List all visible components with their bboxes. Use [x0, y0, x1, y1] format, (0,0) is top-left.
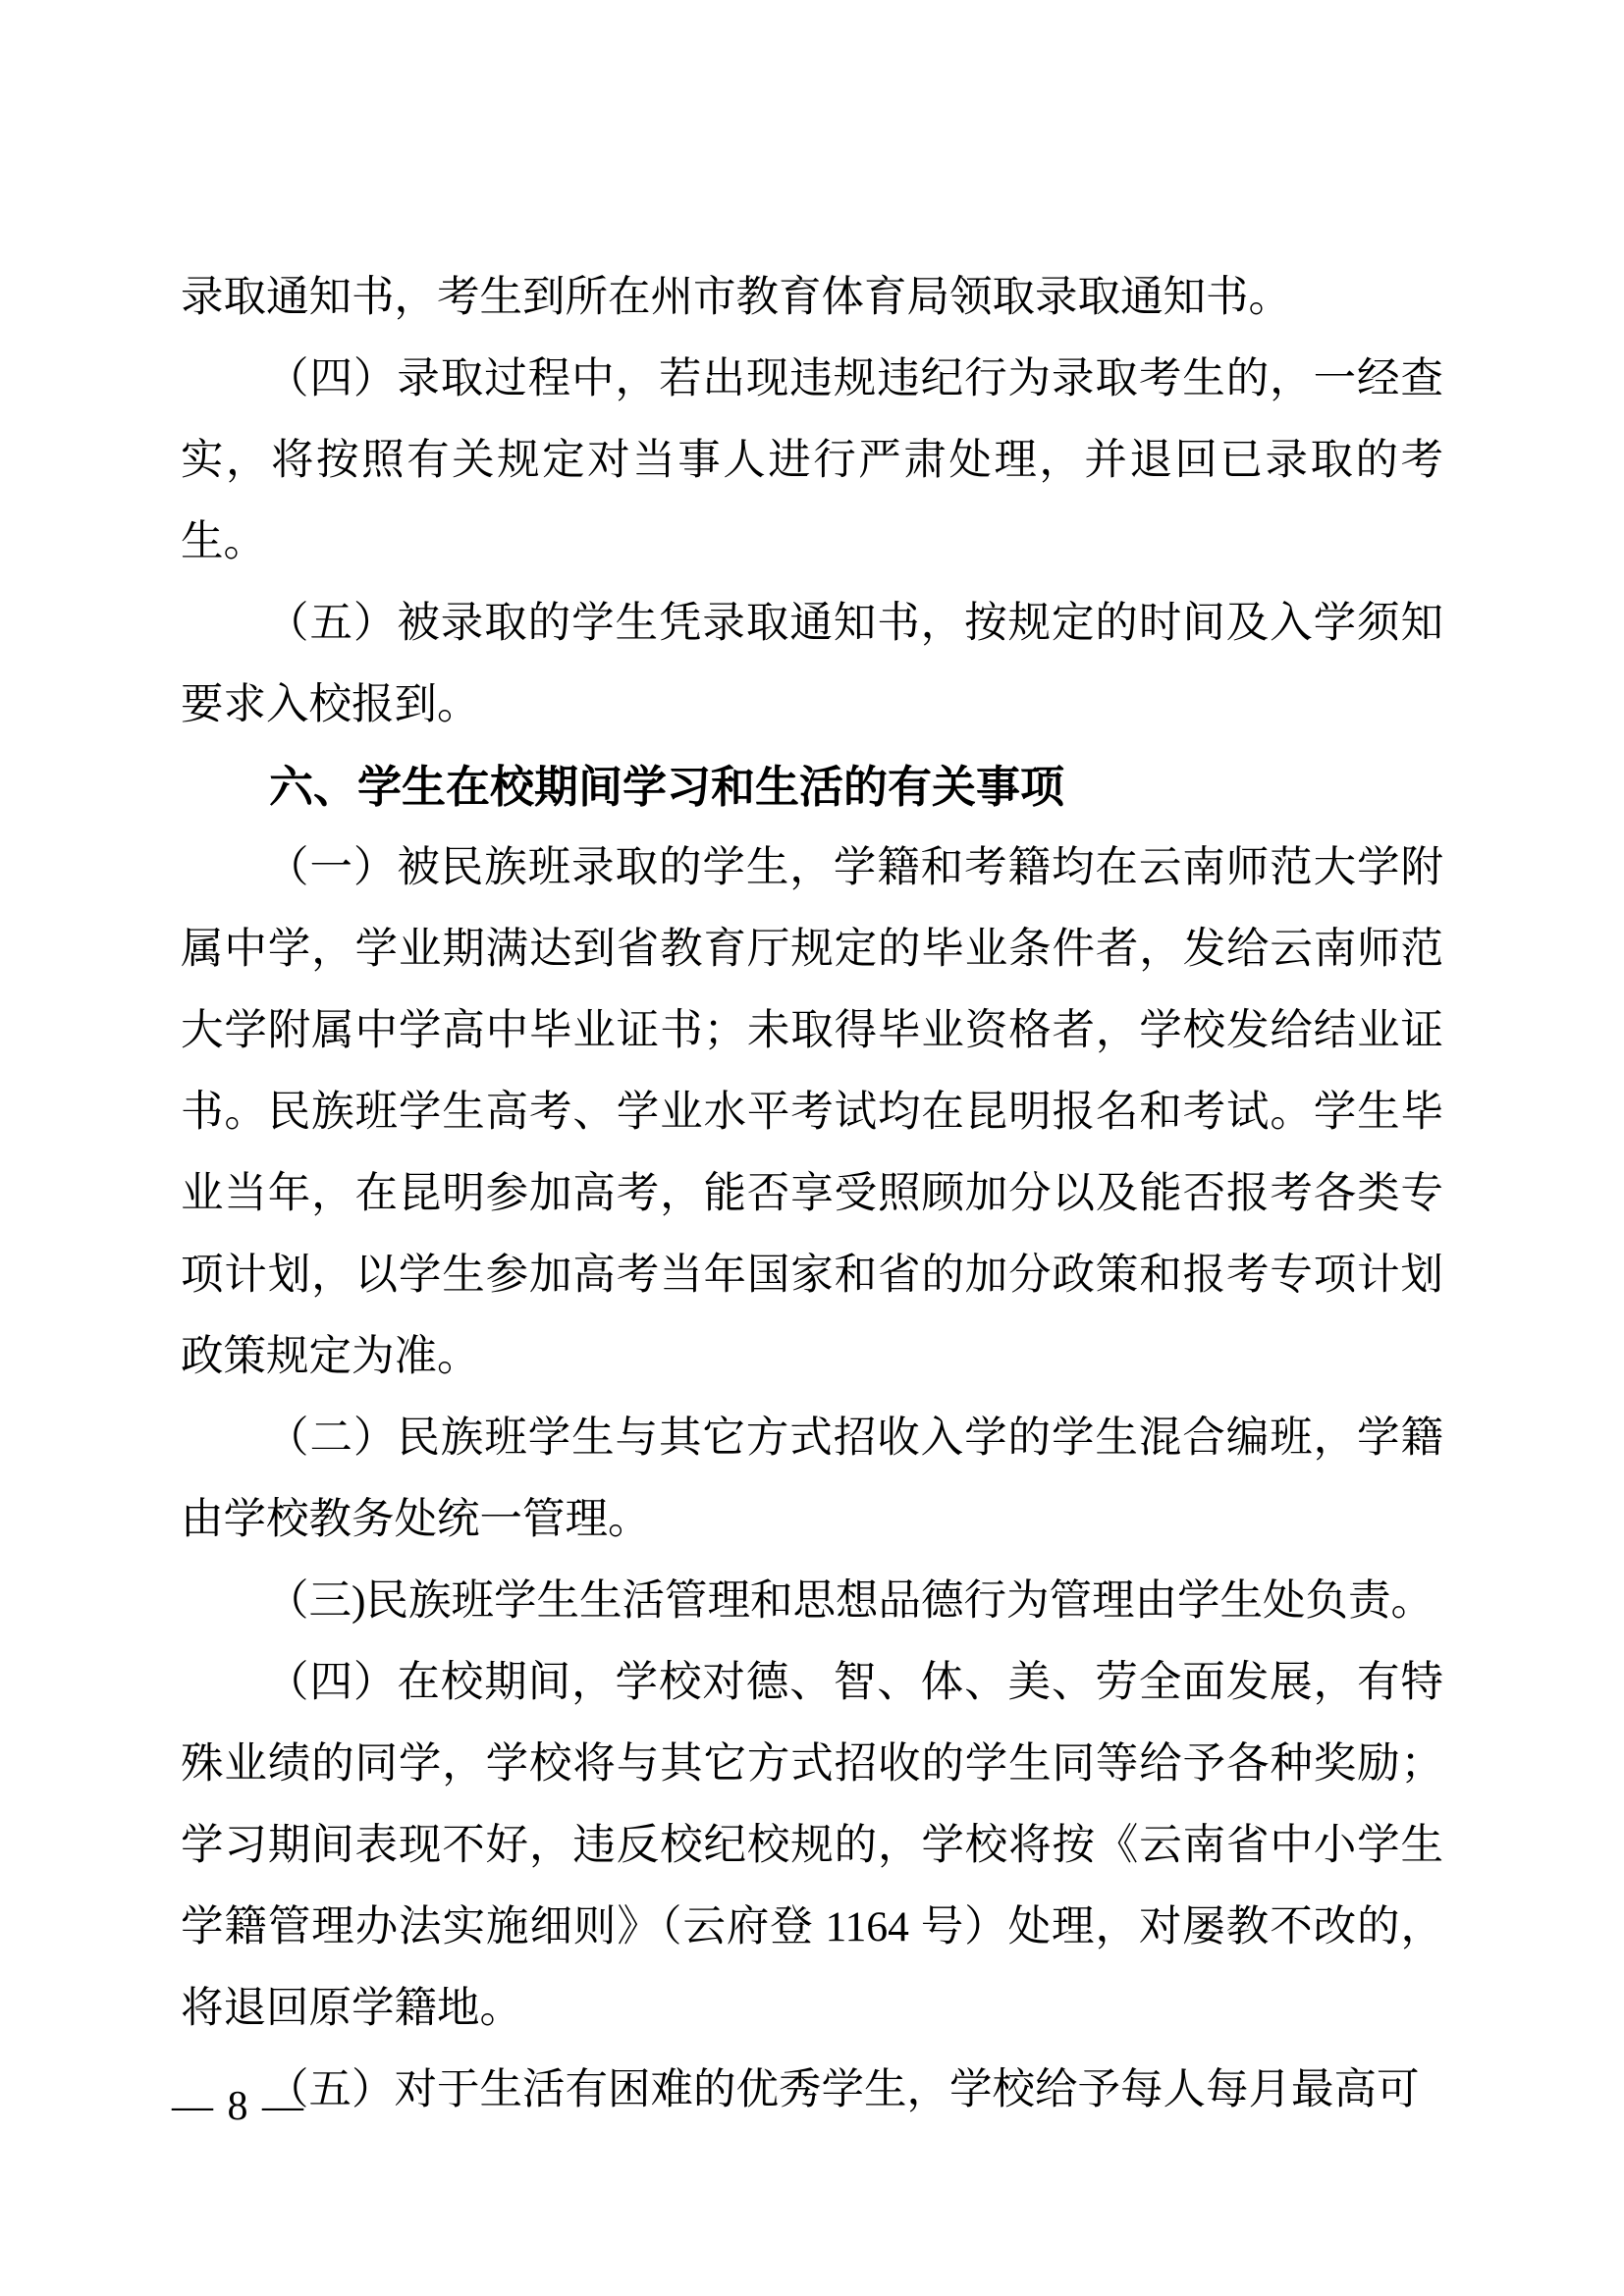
body-paragraph: （五）对于生活有困难的优秀学生，学校给予每人每月最高可: [266, 2066, 1420, 2113]
body-paragraph: （四）录取过程中，若出现违规违纪行为录取考生的，一经查实，将按照有关规定对当事人进行严肃处理，并退回已录取的考生。: [181, 355, 1443, 565]
body-paragraph: （四）在校期间，学校对德、智、体、美、劳全面发展，有特殊业绩的同学，学校将与其它方式招收的学生同等给予各种奖励；学习期间表现不好，违反校纪校规的，学校将按《云南省中小学生学籍管理办法实施细则》（云府登 1164 号）处理，对屡教不改的，将退回原学籍地。: [181, 1659, 1443, 2032]
page-number: — 8 —: [172, 2084, 305, 2129]
body-paragraph: （五）被录取的学生凭录取通知书，按规定的时间及入学须知要求入校报到。: [181, 600, 1443, 728]
body-paragraph: 录取通知书，考生到所在州市教育体育局领取录取通知书。: [181, 274, 1291, 321]
body-paragraph: （三)民族班学生生活管理和思想品德行为管理由学生处负责。: [266, 1577, 1434, 1625]
body-paragraph: （一）被民族班录取的学生，学籍和考籍均在云南师范大学附属中学，学业期满达到省教育厅规定的毕业条件者，发给云南师范大学附属中学高中毕业证书；未取得毕业资格者，学校发给结业证书。民族班学生高考、学业水平考试均在昆明报名和考试。学生毕业当年，在昆明参加高考，能否享受照顾加分以及能否报考各类专项计划，以学生参加高考当年国家和省的加分政策和报考专项计划政策规定为准。: [181, 844, 1443, 1380]
body-paragraph: （二）民族班学生与其它方式招收入学的学生混合编班，学籍由学校教务处统一管理。: [181, 1415, 1443, 1543]
document-content: [181, 257, 1443, 2131]
section-heading: 六、学生在校期间学习和生活的有关事项: [269, 762, 1065, 812]
